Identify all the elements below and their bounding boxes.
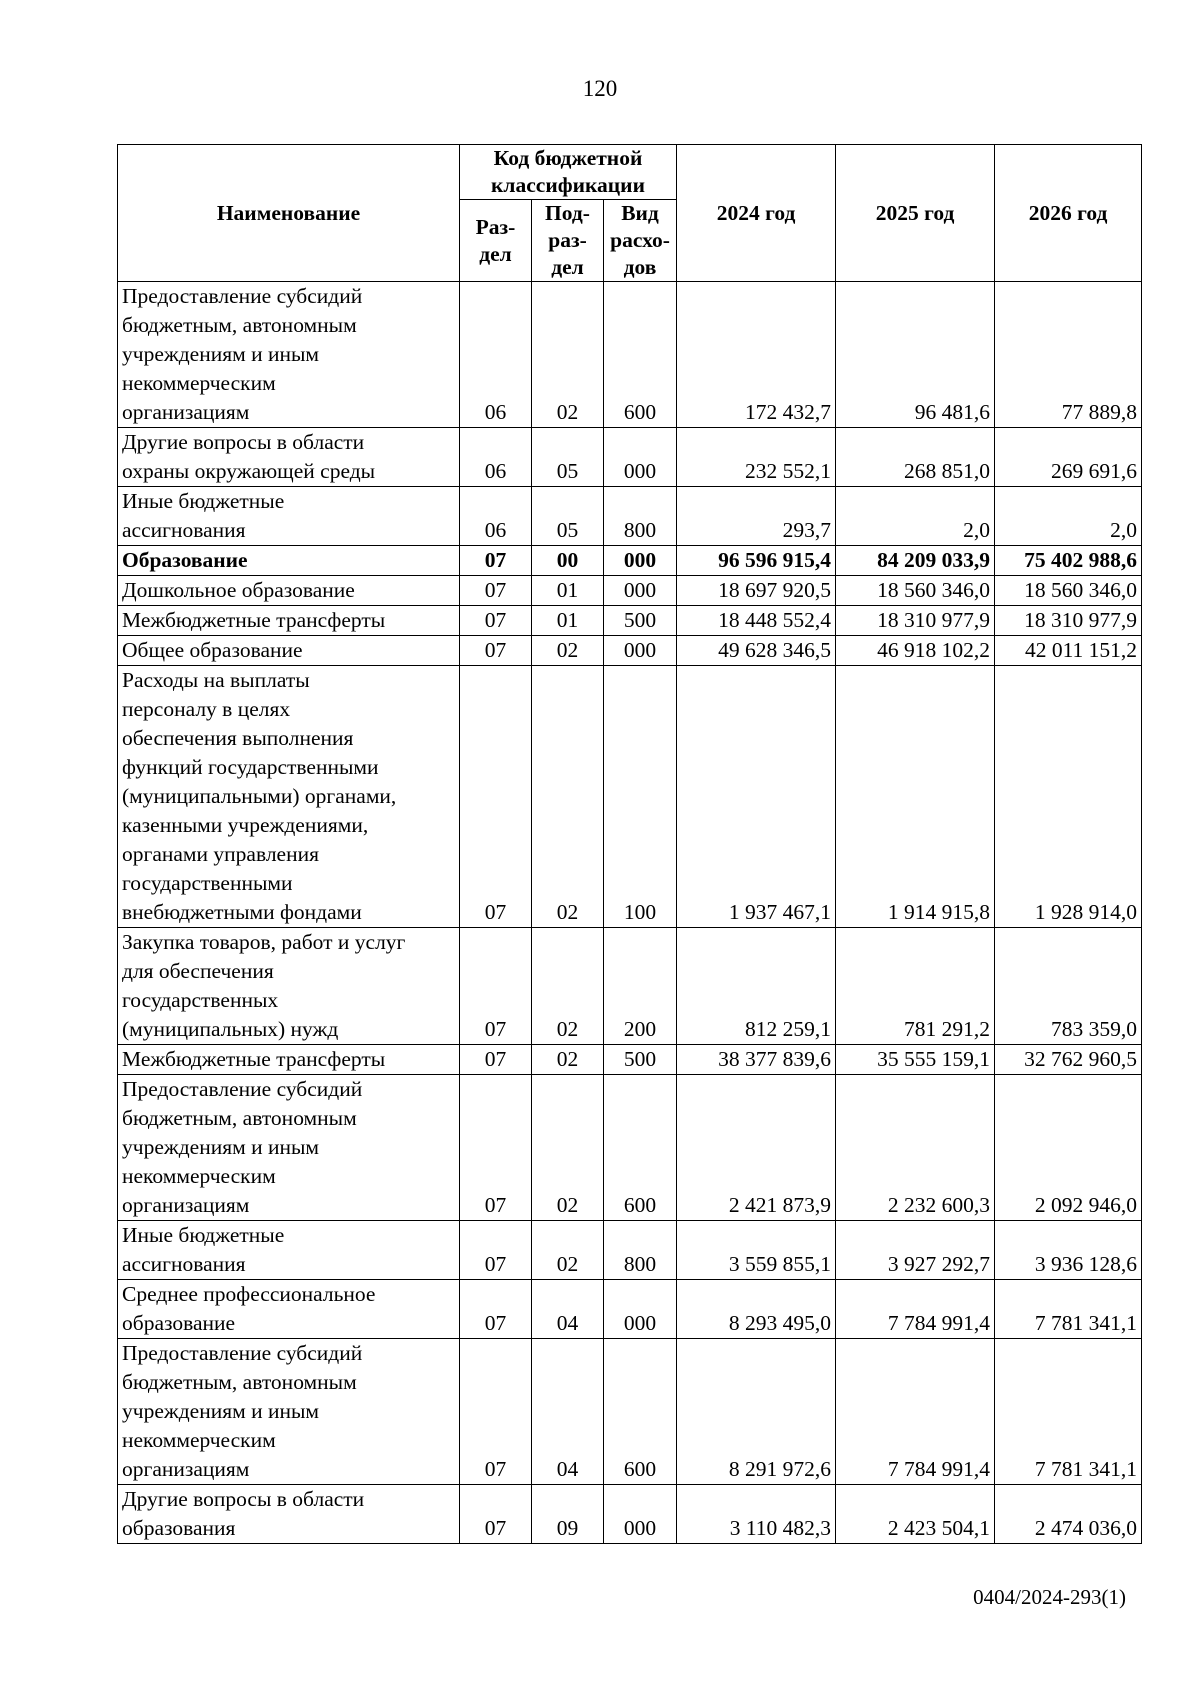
row-vid: 800 bbox=[604, 487, 677, 546]
table-row bbox=[118, 606, 1142, 636]
row-value-2025: 3 927 292,7 bbox=[836, 1221, 995, 1280]
row-name: Предоставление субсидий бюджетным, автономным учреждениям и иным некоммерческим организациям bbox=[118, 1339, 460, 1485]
row-podrazdel: 02 bbox=[532, 636, 604, 666]
row-value-2026: 77 889,8 bbox=[995, 282, 1142, 428]
header-row bbox=[118, 145, 1142, 200]
row-name: Общее образование bbox=[118, 636, 460, 666]
row-razdel: 06 bbox=[460, 487, 532, 546]
row-value-2024: 2 421 873,9 bbox=[677, 1075, 836, 1221]
row-name: Предоставление субсидий бюджетным, автономным учреждениям и иным некоммерческим организациям bbox=[118, 282, 460, 428]
row-value-2024: 49 628 346,5 bbox=[677, 636, 836, 666]
header-2026: 2026 год bbox=[995, 145, 1142, 282]
row-razdel: 07 bbox=[460, 666, 532, 928]
table-row bbox=[118, 1339, 1142, 1485]
row-value-2024: 8 293 495,0 bbox=[677, 1280, 836, 1339]
row-value-2026: 75 402 988,6 bbox=[995, 546, 1142, 576]
table-row bbox=[118, 1045, 1142, 1075]
row-value-2026: 2 092 946,0 bbox=[995, 1075, 1142, 1221]
row-value-2026: 2,0 bbox=[995, 487, 1142, 546]
row-vid: 000 bbox=[604, 428, 677, 487]
header-code-group: Код бюджетной классификации bbox=[460, 145, 677, 200]
row-vid: 000 bbox=[604, 576, 677, 606]
row-value-2025: 35 555 159,1 bbox=[836, 1045, 995, 1075]
row-razdel: 07 bbox=[460, 636, 532, 666]
row-vid: 100 bbox=[604, 666, 677, 928]
row-value-2024: 293,7 bbox=[677, 487, 836, 546]
budget-table bbox=[117, 144, 1142, 1544]
row-name: Предоставление субсидий бюджетным, автономным учреждениям и иным некоммерческим организациям bbox=[118, 1075, 460, 1221]
row-value-2026: 42 011 151,2 bbox=[995, 636, 1142, 666]
row-value-2025: 7 784 991,4 bbox=[836, 1339, 995, 1485]
row-value-2026: 783 359,0 bbox=[995, 928, 1142, 1045]
row-vid: 200 bbox=[604, 928, 677, 1045]
row-podrazdel: 00 bbox=[532, 546, 604, 576]
header-vid: Вид расхо- дов bbox=[604, 200, 677, 282]
row-name: Другие вопросы в области охраны окружающей среды bbox=[118, 428, 460, 487]
row-podrazdel: 09 bbox=[532, 1485, 604, 1544]
row-razdel: 07 bbox=[460, 576, 532, 606]
row-podrazdel: 05 bbox=[532, 428, 604, 487]
row-podrazdel: 02 bbox=[532, 1221, 604, 1280]
document-code: 0404/2024-293(1) bbox=[973, 1585, 1126, 1609]
row-value-2024: 232 552,1 bbox=[677, 428, 836, 487]
row-razdel: 06 bbox=[460, 428, 532, 487]
table-row bbox=[118, 546, 1142, 576]
page-number: 120 bbox=[582, 76, 618, 101]
row-value-2024: 3 559 855,1 bbox=[677, 1221, 836, 1280]
row-value-2026: 7 781 341,1 bbox=[995, 1280, 1142, 1339]
row-vid: 800 bbox=[604, 1221, 677, 1280]
row-name: Дошкольное образование bbox=[118, 576, 460, 606]
row-value-2025: 18 560 346,0 bbox=[836, 576, 995, 606]
row-value-2026: 18 310 977,9 bbox=[995, 606, 1142, 636]
row-podrazdel: 01 bbox=[532, 606, 604, 636]
row-name: Иные бюджетные ассигнования bbox=[118, 487, 460, 546]
row-value-2025: 2,0 bbox=[836, 487, 995, 546]
row-razdel: 07 bbox=[460, 1280, 532, 1339]
table-row bbox=[118, 487, 1142, 546]
header-podrazdel: Под- раз- дел bbox=[532, 200, 604, 282]
table-row bbox=[118, 1075, 1142, 1221]
row-name: Среднее профессиональное образование bbox=[118, 1280, 460, 1339]
row-value-2025: 1 914 915,8 bbox=[836, 666, 995, 928]
header-name: Наименование bbox=[118, 145, 460, 282]
header-2024: 2024 год bbox=[677, 145, 836, 282]
row-value-2025: 84 209 033,9 bbox=[836, 546, 995, 576]
row-vid: 600 bbox=[604, 1075, 677, 1221]
row-podrazdel: 02 bbox=[532, 666, 604, 928]
table-row bbox=[118, 666, 1142, 928]
row-podrazdel: 04 bbox=[532, 1339, 604, 1485]
table-row bbox=[118, 928, 1142, 1045]
row-value-2026: 3 936 128,6 bbox=[995, 1221, 1142, 1280]
row-value-2024: 18 448 552,4 bbox=[677, 606, 836, 636]
row-vid: 500 bbox=[604, 606, 677, 636]
row-value-2024: 812 259,1 bbox=[677, 928, 836, 1045]
row-razdel: 06 bbox=[460, 282, 532, 428]
row-value-2026: 1 928 914,0 bbox=[995, 666, 1142, 928]
row-value-2025: 781 291,2 bbox=[836, 928, 995, 1045]
row-podrazdel: 01 bbox=[532, 576, 604, 606]
row-name: Расходы на выплаты персоналу в целях обеспечения выполнения функций государственными (муниципальными) органами, казенными учреждениями, органами управления государственными внебюджетными фондами bbox=[118, 666, 460, 928]
row-podrazdel: 02 bbox=[532, 1075, 604, 1221]
row-value-2025: 7 784 991,4 bbox=[836, 1280, 995, 1339]
row-value-2026: 18 560 346,0 bbox=[995, 576, 1142, 606]
row-razdel: 07 bbox=[460, 1339, 532, 1485]
row-razdel: 07 bbox=[460, 1221, 532, 1280]
table-row bbox=[118, 1221, 1142, 1280]
row-name: Иные бюджетные ассигнования bbox=[118, 1221, 460, 1280]
row-podrazdel: 02 bbox=[532, 282, 604, 428]
row-razdel: 07 bbox=[460, 928, 532, 1045]
row-vid: 000 bbox=[604, 1485, 677, 1544]
row-razdel: 07 bbox=[460, 1075, 532, 1221]
row-value-2025: 2 423 504,1 bbox=[836, 1485, 995, 1544]
row-value-2025: 96 481,6 bbox=[836, 282, 995, 428]
row-razdel: 07 bbox=[460, 606, 532, 636]
table-row bbox=[118, 1485, 1142, 1544]
row-name: Межбюджетные трансферты bbox=[118, 606, 460, 636]
row-value-2025: 46 918 102,2 bbox=[836, 636, 995, 666]
row-vid: 500 bbox=[604, 1045, 677, 1075]
row-value-2025: 268 851,0 bbox=[836, 428, 995, 487]
row-value-2024: 18 697 920,5 bbox=[677, 576, 836, 606]
row-vid: 000 bbox=[604, 636, 677, 666]
row-value-2024: 172 432,7 bbox=[677, 282, 836, 428]
row-name: Образование bbox=[118, 546, 460, 576]
row-razdel: 07 bbox=[460, 1485, 532, 1544]
row-vid: 600 bbox=[604, 1339, 677, 1485]
row-value-2024: 8 291 972,6 bbox=[677, 1339, 836, 1485]
row-razdel: 07 bbox=[460, 546, 532, 576]
table-row bbox=[118, 1280, 1142, 1339]
row-value-2024: 3 110 482,3 bbox=[677, 1485, 836, 1544]
row-vid: 000 bbox=[604, 546, 677, 576]
table-row bbox=[118, 282, 1142, 428]
row-value-2024: 1 937 467,1 bbox=[677, 666, 836, 928]
row-value-2024: 38 377 839,6 bbox=[677, 1045, 836, 1075]
row-vid: 600 bbox=[604, 282, 677, 428]
row-podrazdel: 02 bbox=[532, 928, 604, 1045]
row-value-2024: 96 596 915,4 bbox=[677, 546, 836, 576]
row-value-2026: 7 781 341,1 bbox=[995, 1339, 1142, 1485]
table-row bbox=[118, 636, 1142, 666]
row-name: Межбюджетные трансферты bbox=[118, 1045, 460, 1075]
row-podrazdel: 05 bbox=[532, 487, 604, 546]
header-razdel: Раз- дел bbox=[460, 200, 532, 282]
row-value-2025: 2 232 600,3 bbox=[836, 1075, 995, 1221]
row-razdel: 07 bbox=[460, 1045, 532, 1075]
row-value-2026: 2 474 036,0 bbox=[995, 1485, 1142, 1544]
table-body bbox=[118, 282, 1142, 1544]
row-value-2025: 18 310 977,9 bbox=[836, 606, 995, 636]
row-podrazdel: 02 bbox=[532, 1045, 604, 1075]
row-value-2026: 269 691,6 bbox=[995, 428, 1142, 487]
table-row bbox=[118, 576, 1142, 606]
row-name: Закупка товаров, работ и услуг для обеспечения государственных (муниципальных) нужд bbox=[118, 928, 460, 1045]
row-podrazdel: 04 bbox=[532, 1280, 604, 1339]
row-name: Другие вопросы в области образования bbox=[118, 1485, 460, 1544]
row-value-2026: 32 762 960,5 bbox=[995, 1045, 1142, 1075]
row-vid: 000 bbox=[604, 1280, 677, 1339]
header-2025: 2025 год bbox=[836, 145, 995, 282]
table-row bbox=[118, 428, 1142, 487]
